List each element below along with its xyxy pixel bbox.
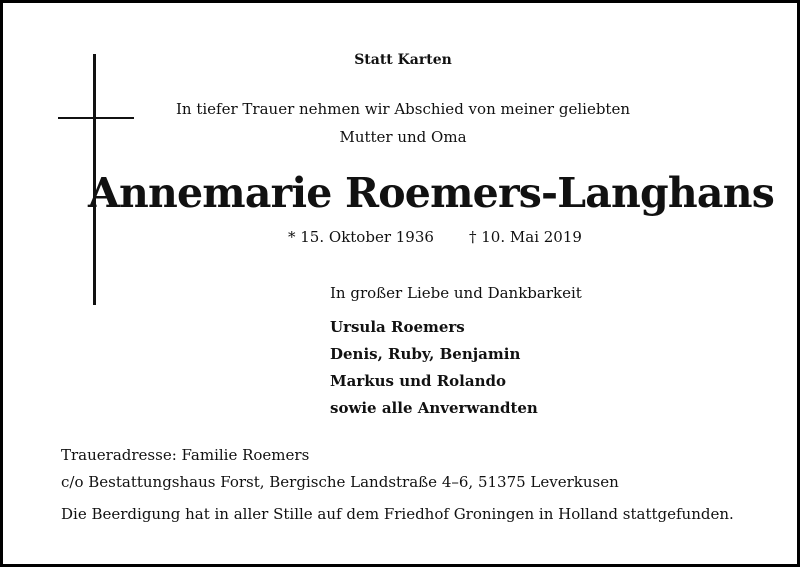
burial-note: Die Beerdigung hat in aller Stille auf dem Friedhof Groningen in Holland stattgefunden. [61,505,734,523]
mourners-list [330,314,538,422]
intro-line-2: Mutter und Oma [339,128,467,146]
intro-line-1: In tiefer Trauer nehmen wir Abschied von meiner geliebten [176,100,630,118]
mourning-address-line-1: Traueradresse: Familie Roemers [61,446,310,464]
birth-date: * 15. Oktober 1936 [288,228,434,246]
mourners-intro: In großer Liebe und Dankbarkeit [330,284,582,302]
deceased-name: Annemarie Roemers-Langhans [87,169,774,217]
death-date: † 10. Mai 2019 [469,228,582,246]
mourning-address-line-2: c/o Bestattungshaus Forst, Bergische Landstraße 4–6, 51375 Leverkusen [61,473,619,491]
mourner-name: sowie alle Anverwandten [330,399,538,417]
mourner-name: Ursula Roemers [330,318,465,336]
mourner-name: Markus und Rolando [330,372,507,390]
header-statt-karten: Statt Karten [354,52,452,68]
mourner-name: Denis, Ruby, Benjamin [330,345,521,363]
